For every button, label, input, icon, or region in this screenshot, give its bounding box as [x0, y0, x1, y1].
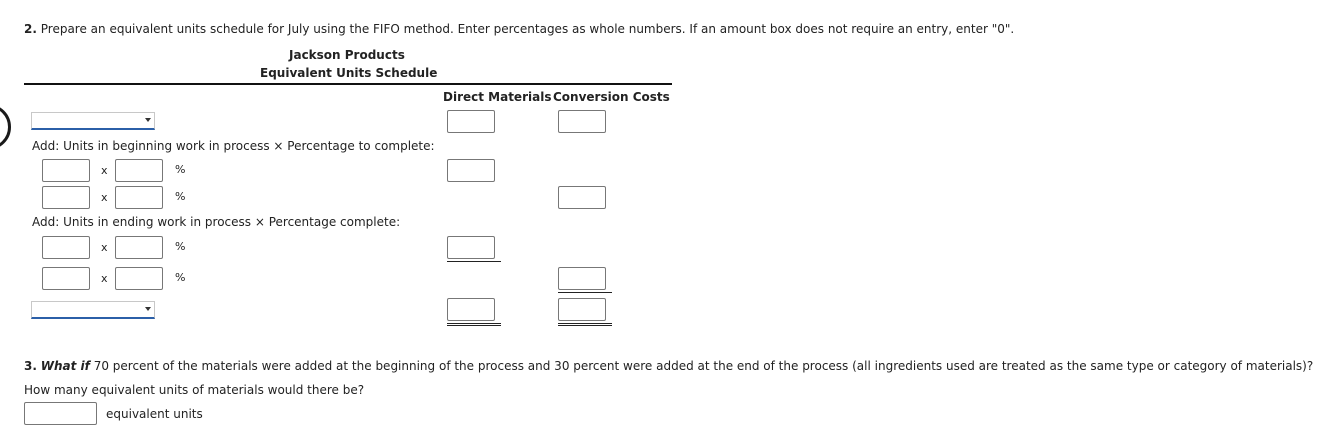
total-double-rule-conversion-costs [558, 323, 612, 328]
times-symbol: x [101, 191, 108, 204]
question-3-what-if: What if [40, 359, 90, 373]
total-direct-materials-input[interactable] [447, 298, 495, 321]
ending-wip-conversion-costs-input[interactable] [558, 267, 606, 290]
equivalent-units-answer-input[interactable] [24, 402, 97, 425]
times-symbol: x [101, 164, 108, 177]
question-3 [24, 359, 1313, 373]
question-2-text: Prepare an equivalent units schedule for July using the FIFO method. Enter percentages as whole numbers. If an amount box does not require an entry, enter "0". [40, 22, 1015, 36]
column-header-direct-materials: Direct Materials [443, 90, 552, 104]
ending-wip-percent-input-1[interactable] [115, 236, 163, 259]
beginning-wip-units-input-2[interactable] [42, 186, 90, 209]
equivalent-units-label: equivalent units [106, 407, 203, 421]
total-double-rule-direct-materials [447, 323, 501, 328]
schedule-title: Equivalent Units Schedule [260, 66, 438, 80]
header-rule [24, 83, 672, 85]
ending-wip-direct-materials-input[interactable] [447, 236, 495, 259]
question-3-number: 3. [24, 359, 37, 373]
beginning-wip-direct-materials-input[interactable] [447, 159, 495, 182]
column-header-conversion-costs: Conversion Costs [553, 90, 670, 104]
beginning-wip-units-input-1[interactable] [42, 159, 90, 182]
question-2 [24, 22, 1014, 36]
ending-wip-percent-input-2[interactable] [115, 267, 163, 290]
beginning-wip-conversion-costs-input[interactable] [558, 186, 606, 209]
question-2-number: 2. [24, 22, 37, 36]
add-beginning-wip-label: Add: Units in beginning work in process × Percentage to complete: [32, 139, 435, 153]
percent-symbol: % [175, 271, 186, 284]
chevron-down-icon [145, 307, 151, 311]
times-symbol: x [101, 241, 108, 254]
subtotal-rule-direct-materials [447, 261, 501, 262]
percent-symbol: % [175, 190, 186, 203]
total-conversion-costs-input[interactable] [558, 298, 606, 321]
beginning-wip-percent-input-2[interactable] [115, 186, 163, 209]
focus-circle [0, 104, 11, 150]
row1-conversion-costs-input[interactable] [558, 110, 606, 133]
question-3-text: 70 percent of the materials were added at the beginning of the process and 30 percent were added at the end of the process (all ingredients used are treated as the same type or category of materials)? [89, 359, 1314, 373]
ending-wip-units-input-1[interactable] [42, 236, 90, 259]
company-name: Jackson Products [289, 48, 405, 62]
times-symbol: x [101, 272, 108, 285]
add-ending-wip-label: Add: Units in ending work in process × Percentage complete: [32, 215, 401, 229]
schedule-row-select-2[interactable] [31, 301, 155, 319]
subtotal-rule-conversion-costs [558, 292, 612, 293]
chevron-down-icon [145, 118, 151, 122]
ending-wip-units-input-2[interactable] [42, 267, 90, 290]
schedule-row-select-1[interactable] [31, 112, 155, 130]
percent-symbol: % [175, 240, 186, 253]
row1-direct-materials-input[interactable] [447, 110, 495, 133]
beginning-wip-percent-input-1[interactable] [115, 159, 163, 182]
question-3-prompt: How many equivalent units of materials would there be? [24, 383, 365, 397]
percent-symbol: % [175, 163, 186, 176]
